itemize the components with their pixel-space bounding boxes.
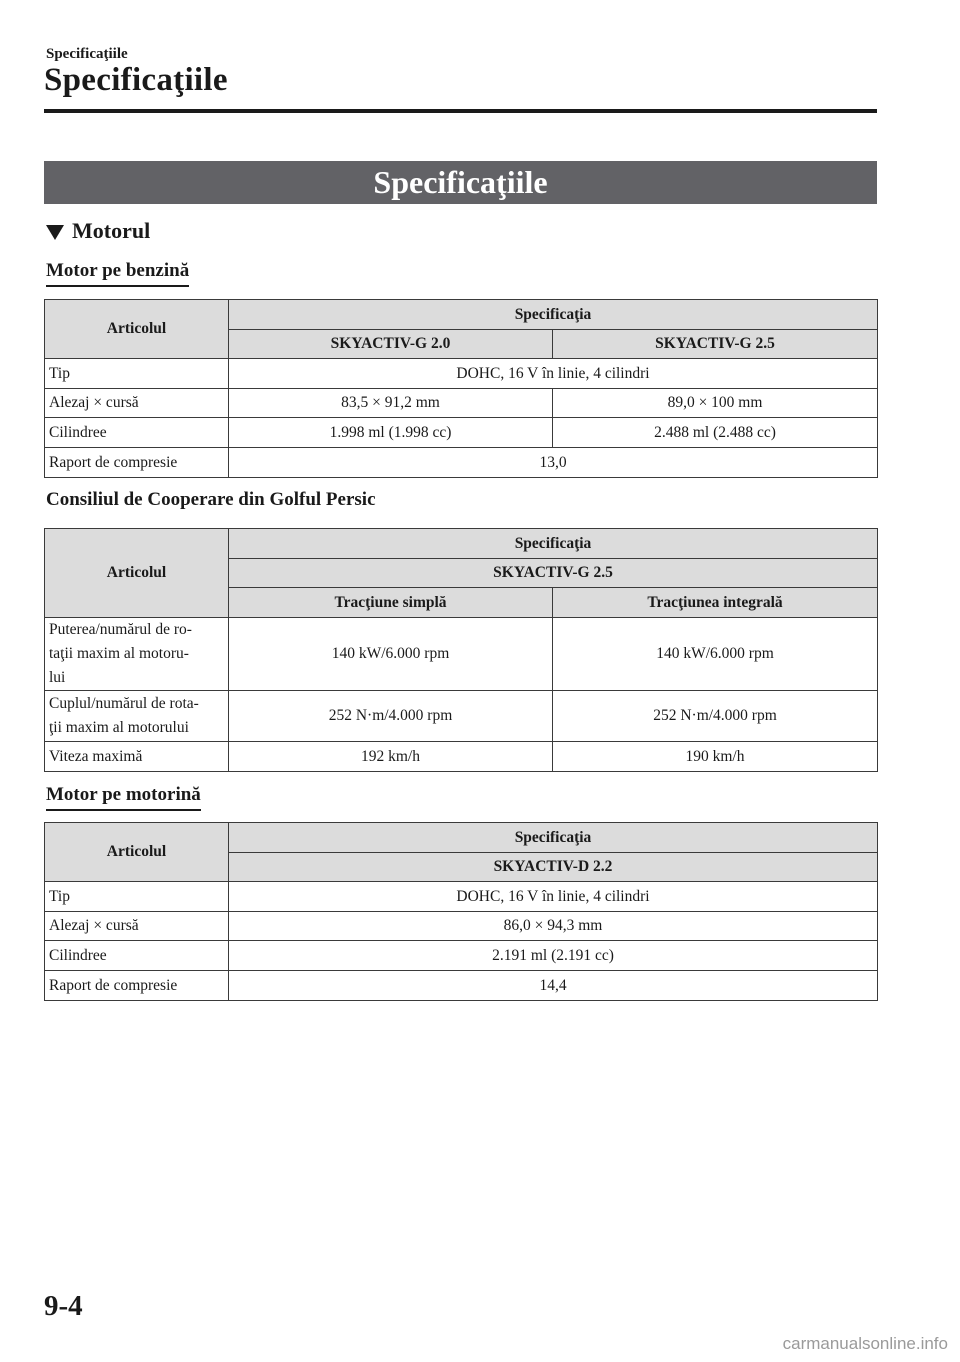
col-header-spec: Specificaţia xyxy=(229,529,878,559)
variant-header: SKYACTIV-G 2.0 xyxy=(229,330,553,359)
variant-header: SKYACTIV-G 2.5 xyxy=(229,559,878,588)
row-label-line: Puterea/numărul de ro- xyxy=(49,621,192,638)
table-row xyxy=(45,359,878,389)
row-value: 89,0 × 100 mm xyxy=(553,389,878,418)
gcc-table xyxy=(44,528,878,772)
chapter-banner: Specificaţiile xyxy=(44,161,877,204)
row-label-line: lui xyxy=(49,669,66,686)
triangle-down-icon xyxy=(46,225,64,240)
drive-header: Tracţiunea integrală xyxy=(553,588,878,618)
table-row xyxy=(45,912,878,941)
col-header-spec: Specificaţia xyxy=(229,823,878,853)
petrol-engine-table xyxy=(44,299,878,478)
variant-header: SKYACTIV-G 2.5 xyxy=(553,330,878,359)
row-label: Alezaj × cursă xyxy=(45,912,229,941)
table-row xyxy=(45,882,878,912)
row-label: Raport de compresie xyxy=(45,448,229,478)
row-value: 2.191 ml (2.191 cc) xyxy=(229,941,878,971)
col-header-item: Articolul xyxy=(45,529,229,618)
row-label: Tip xyxy=(45,882,229,912)
row-value: 13,0 xyxy=(229,448,878,478)
watermark: carmanualsonline.info xyxy=(782,1334,948,1353)
page-number: 9-4 xyxy=(44,1290,83,1322)
table-row xyxy=(45,742,878,772)
row-value: 83,5 × 91,2 mm xyxy=(229,389,553,418)
section-heading-text: Motorul xyxy=(72,218,151,243)
row-label-line: taţii maxim al motoru- xyxy=(49,645,189,662)
row-value: 86,0 × 94,3 mm xyxy=(229,912,878,941)
section-heading xyxy=(46,218,150,244)
row-value: 140 kW/6.000 rpm xyxy=(229,618,553,691)
row-value: 14,4 xyxy=(229,971,878,1001)
row-label: Viteza maximă xyxy=(45,742,229,772)
row-value: 252 N·m/4.000 rpm xyxy=(553,691,878,742)
row-label xyxy=(45,691,229,742)
row-value: 140 kW/6.000 rpm xyxy=(553,618,878,691)
gcc-heading: Consiliul de Cooperare din Golful Persic xyxy=(46,489,376,510)
table-row xyxy=(45,418,878,448)
diesel-engine-heading: Motor pe motorină xyxy=(46,784,201,811)
col-header-spec: Specificaţia xyxy=(229,300,878,330)
col-header-item: Articolul xyxy=(45,823,229,882)
drive-header: Tracţiune simplă xyxy=(229,588,553,618)
row-label: Cilindree xyxy=(45,418,229,448)
row-label: Cilindree xyxy=(45,941,229,971)
running-header-title: Specificaţiile xyxy=(44,62,228,98)
diesel-engine-table xyxy=(44,822,878,1001)
row-value: DOHC, 16 V în linie, 4 cilindri xyxy=(229,882,878,912)
table-row xyxy=(45,691,878,742)
table-row xyxy=(45,389,878,418)
petrol-engine-heading: Motor pe benzină xyxy=(46,260,189,287)
variant-header: SKYACTIV-D 2.2 xyxy=(229,853,878,882)
row-label: Raport de compresie xyxy=(45,971,229,1001)
row-label: Alezaj × cursă xyxy=(45,389,229,418)
row-label xyxy=(45,618,229,691)
header-rule xyxy=(44,109,877,113)
row-value: DOHC, 16 V în linie, 4 cilindri xyxy=(229,359,878,389)
row-value: 190 km/h xyxy=(553,742,878,772)
running-header-small: Specificaţiile xyxy=(46,46,128,62)
row-value: 192 km/h xyxy=(229,742,553,772)
row-value: 2.488 ml (2.488 cc) xyxy=(553,418,878,448)
row-label-line: Cuplul/numărul de rota- xyxy=(49,695,199,712)
row-value: 252 N·m/4.000 rpm xyxy=(229,691,553,742)
table-row xyxy=(45,941,878,971)
table-row xyxy=(45,618,878,691)
row-label: Tip xyxy=(45,359,229,389)
table-row xyxy=(45,971,878,1001)
row-label-line: ţii maxim al motorului xyxy=(49,719,189,736)
table-row xyxy=(45,448,878,478)
col-header-item: Articolul xyxy=(45,300,229,359)
row-value: 1.998 ml (1.998 cc) xyxy=(229,418,553,448)
